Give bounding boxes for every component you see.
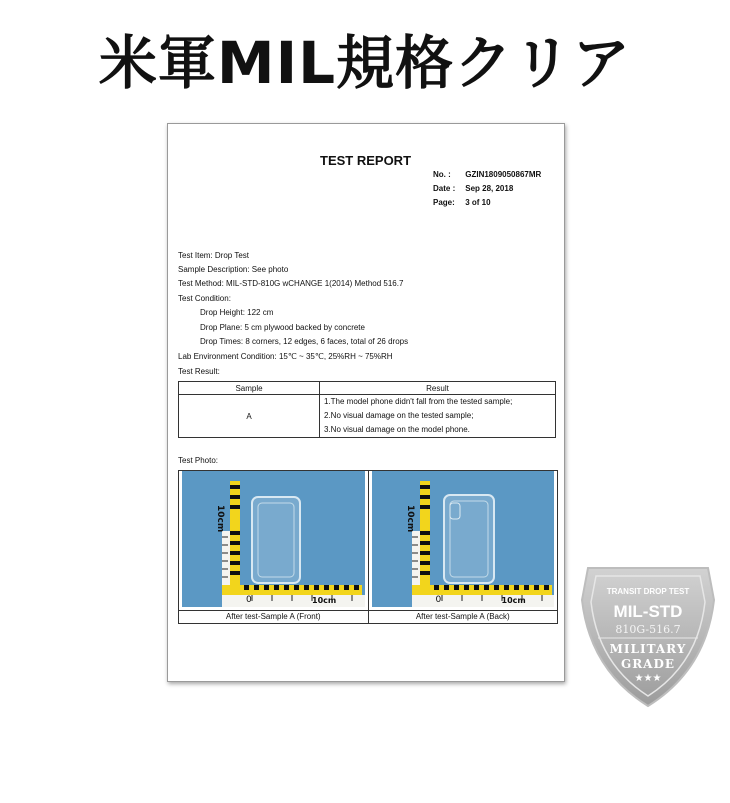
- badge-line-1: TRANSIT DROP TEST: [606, 587, 690, 596]
- column-header-result: Result: [320, 382, 556, 395]
- horizontal-ruler-label: 10cm: [501, 596, 526, 605]
- photo-cell-back: [369, 471, 558, 623]
- vertical-ruler-label: 10cm: [404, 505, 415, 533]
- lab-environment: Lab Environment Condition: 15℃ ~ 35℃, 25%RH ~ 75%RH: [178, 352, 393, 361]
- report-date: Date : Sep 28, 2018: [433, 184, 514, 193]
- table-row: [179, 395, 556, 438]
- report-page: Page: 3 of 10: [433, 198, 491, 207]
- photo-caption-back: After test-Sample A (Back): [369, 610, 558, 623]
- badge-stars: ★★★: [634, 673, 662, 684]
- page-headline: 米軍MIL規格クリア: [98, 29, 632, 97]
- vertical-ruler-label: 10cm: [215, 505, 225, 533]
- sample-description: Sample Description: See photo: [178, 265, 289, 274]
- test-item: Test Item: Drop Test: [178, 251, 249, 260]
- sample-cell: A: [179, 395, 320, 438]
- back-test-photo: [372, 471, 555, 607]
- drop-times: Drop Times: 8 corners, 12 edges, 6 faces, total of 26 drops: [200, 337, 409, 346]
- test-method: Test Method: MIL-STD-810G wCHANGE 1(2014) Method 516.7: [178, 279, 404, 288]
- photo-panel: [178, 470, 558, 624]
- result-cell: [320, 395, 556, 438]
- test-condition: Test Condition:: [178, 294, 231, 303]
- drop-height: Drop Height: 122 cm: [200, 308, 274, 317]
- report-title: TEST REPORT: [320, 153, 412, 168]
- table-header-row: [179, 382, 556, 395]
- test-report-document: [167, 123, 565, 682]
- result-table: [178, 381, 556, 438]
- test-result-label: Test Result:: [178, 367, 220, 376]
- badge-line-5: GRADE: [620, 657, 676, 671]
- badge-line-3: 810G-516.7: [615, 623, 681, 636]
- result-line: 2.No visual damage on the tested sample;: [324, 411, 474, 420]
- test-photo-label: Test Photo:: [178, 456, 219, 465]
- report-number: No. : GZIN1809050867MR: [433, 170, 542, 179]
- photo-caption-front: After test-Sample A (Front): [179, 610, 368, 623]
- drop-plane: Drop Plane: 5 cm plywood backed by concrete: [200, 323, 365, 332]
- ruler-zero-label: 0: [435, 595, 442, 605]
- ruler-zero-label: 0: [246, 595, 252, 605]
- result-line: 3.No visual damage on the model phone.: [324, 425, 470, 434]
- photo-cell-front: [179, 471, 369, 623]
- front-test-photo: [182, 471, 365, 607]
- result-line: 1.The model phone didn't fall from the tested sample;: [324, 397, 513, 406]
- military-grade-badge: [578, 560, 718, 710]
- badge-line-4: MILITARY: [609, 642, 687, 656]
- badge-line-2: MIL-STD: [613, 602, 683, 621]
- horizontal-ruler-label: 10cm: [312, 596, 337, 605]
- column-header-sample: Sample: [179, 382, 320, 395]
